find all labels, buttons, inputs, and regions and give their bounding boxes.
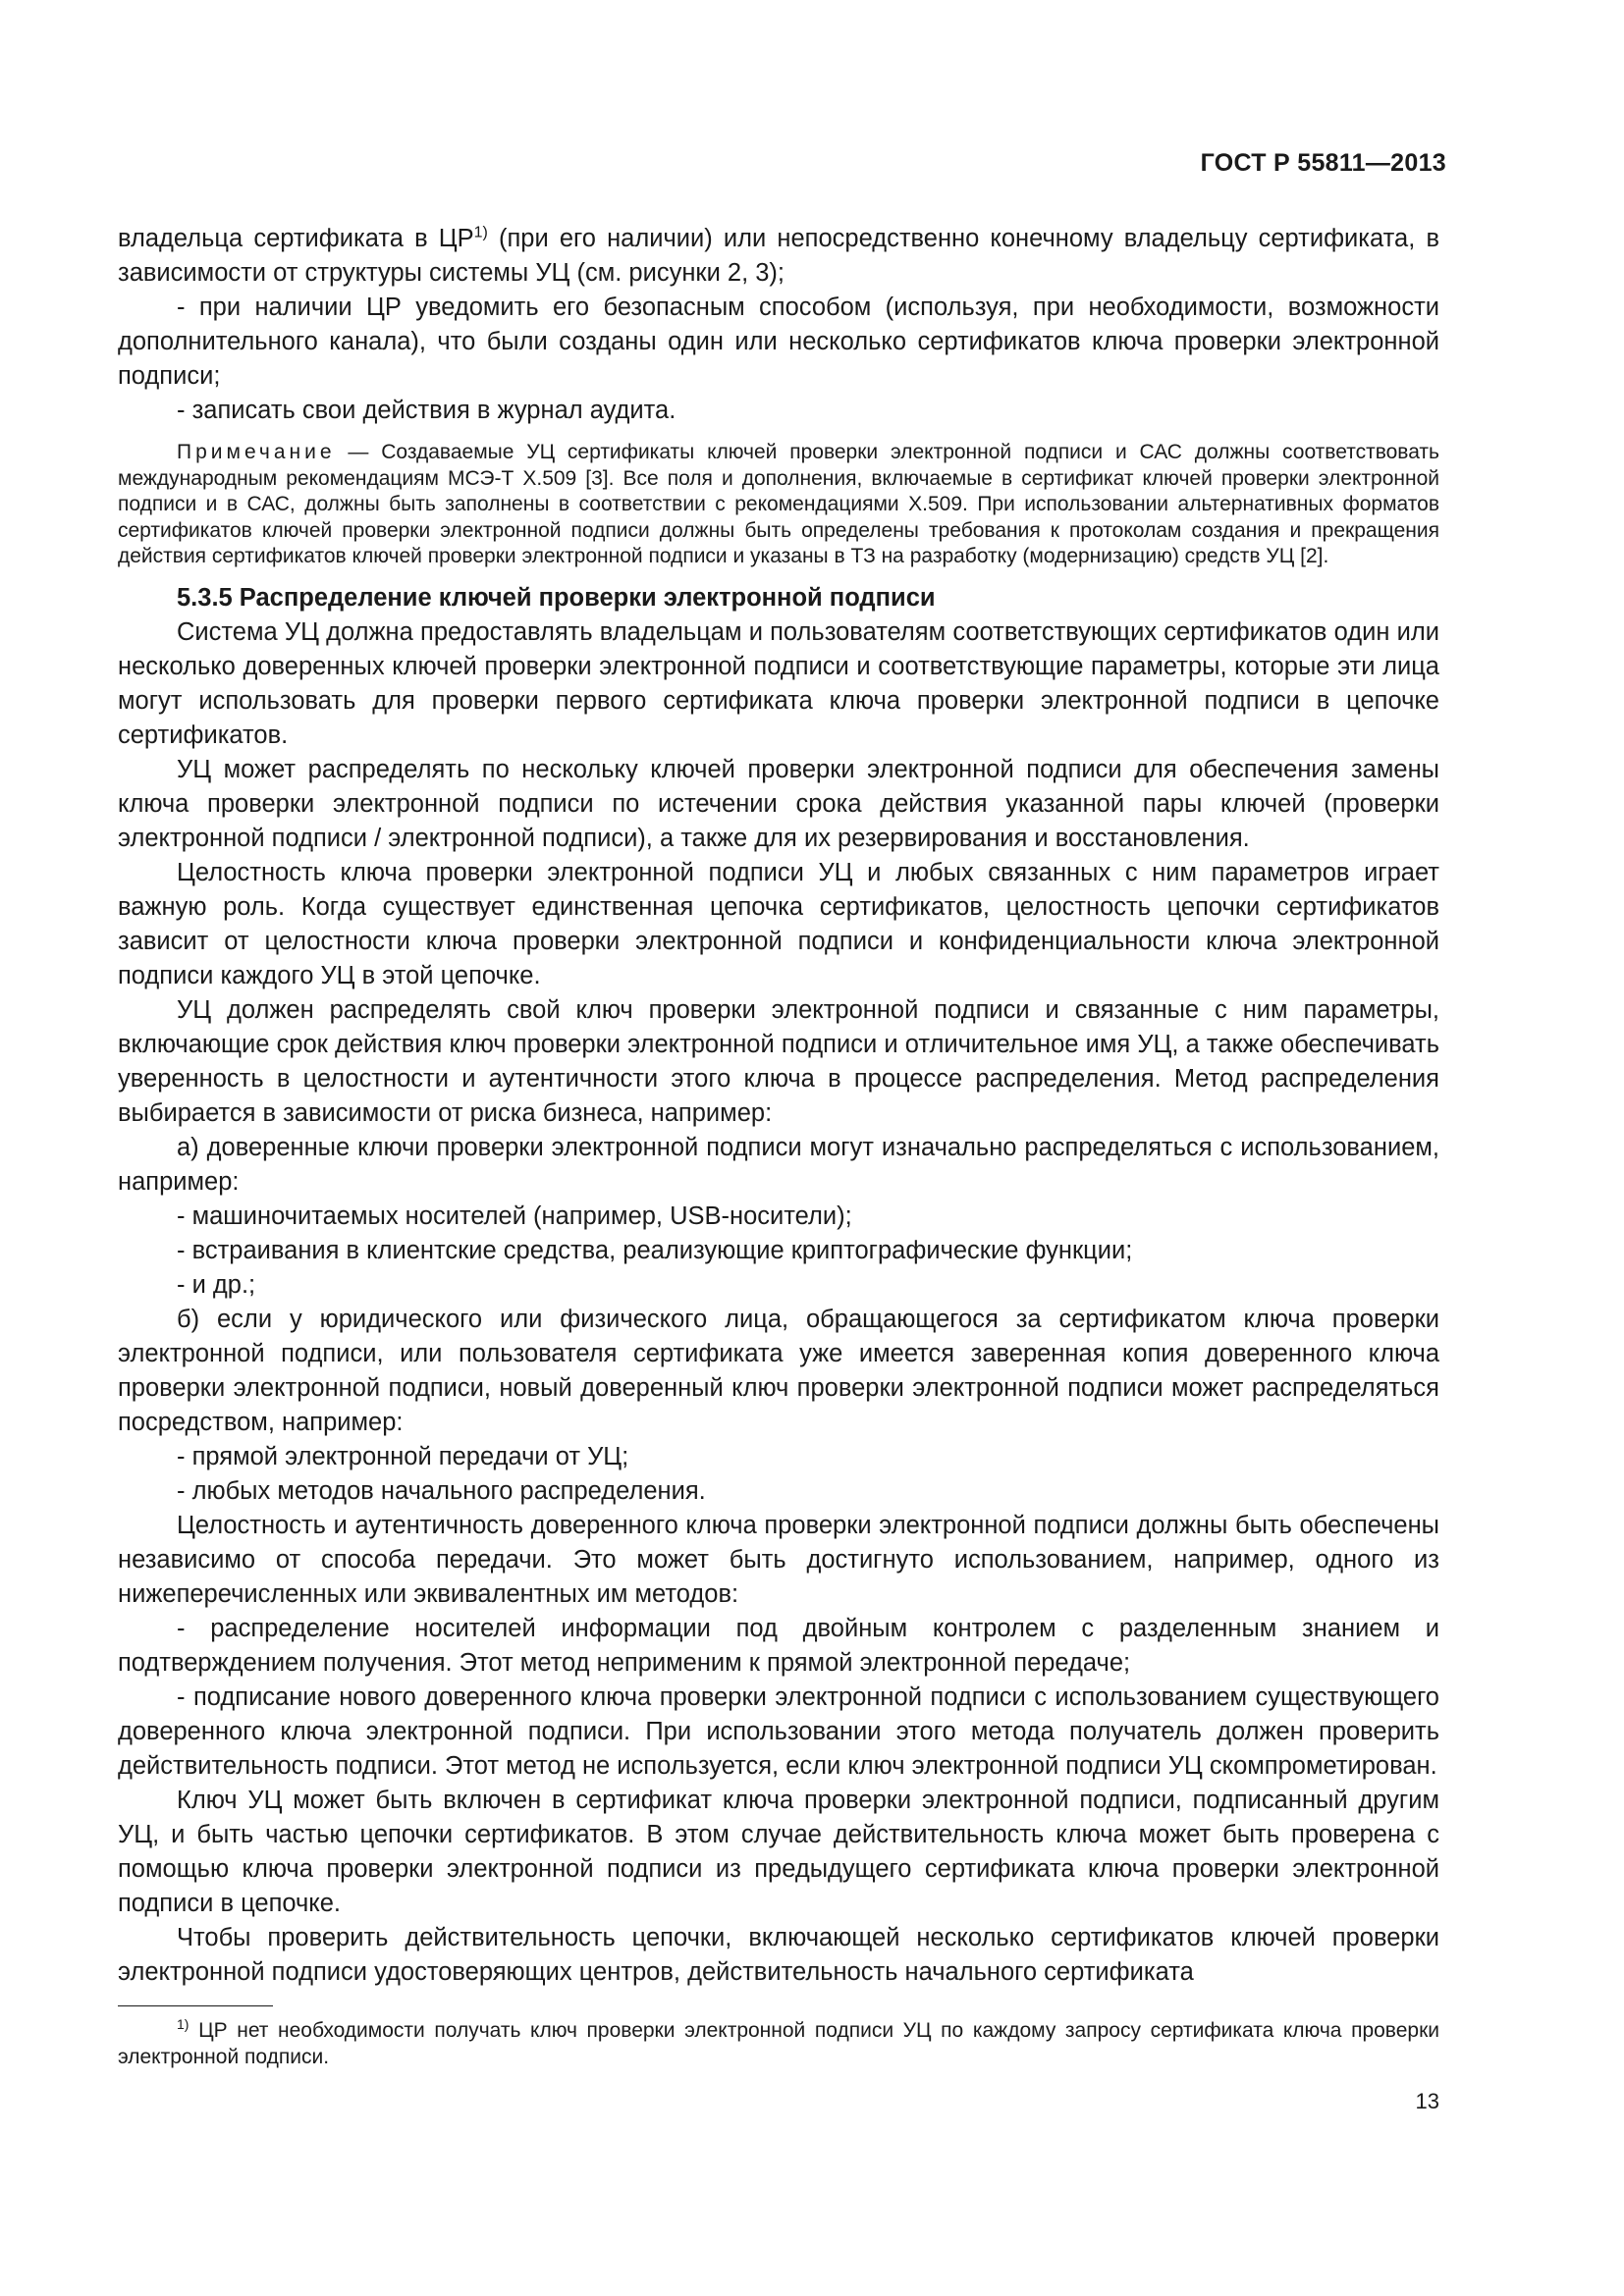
footnote-marker: 1) <box>177 2016 189 2032</box>
list-item: - подписание нового доверенного ключа проверки электронной подписи с использованием существующего доверенного ключа электронной подписи. При использовании этого метода получатель должен проверить действительность подписи. Этот метод не используется, если ключ электронной подписи УЦ скомпрометирован. <box>118 1682 1439 1780</box>
paragraph-text: (при его наличии) или непосредственно конечному владельцу сертификата, в зависимости от структуры системы УЦ (см. рисунки 2, 3); <box>118 225 1439 287</box>
list-item: - прямой электронной передачи от УЦ; <box>177 1442 629 1470</box>
footnote <box>118 2017 1439 2070</box>
list-item: - встраивания в клиентские средства, реализующие криптографические функции; <box>177 1236 1133 1264</box>
list-item: б) если у юридического или физического лица, обращающегося за сертификатом ключа проверки электронной подписи, или пользователя сертификата уже имеется заверенная копия доверенного ключа проверки электронной подписи, новый доверенный ключ проверки электронной подписи может распределяться посредством, например: <box>118 1305 1439 1436</box>
paragraph-continuation <box>118 222 1439 291</box>
note-text: — Создаваемые УЦ сертификаты ключей проверки электронной подписи и САС должны соответствовать международным рекомендациям МСЭ-Т Х.509 [3]. Все поля и дополнения, включаемые в сертификат ключей проверки электронной подписи и в САС, должны быть заполнены в соответствии с рекомендациями Х.509. При использовании альтернативных форматов сертификатов ключей проверки электронной подписи должны быть определены требования к протоколам создания и прекращения действия сертификатов ключей проверки электронной подписи и указаны в ТЗ на разработку (модернизацию) средств УЦ [2]. <box>118 441 1439 567</box>
paragraph: Ключ УЦ может быть включен в сертификат ключа проверки электронной подписи, подписанный другим УЦ, и быть частью цепочки сертификатов. В этом случае действительность ключа может быть проверена с помощью ключа проверки электронной подписи из предыдущего сертификата ключа проверки электронной подписи в цепочке. <box>118 1786 1439 1917</box>
list-item: а) доверенные ключи проверки электронной подписи могут изначально распределяться с использованием, например: <box>118 1133 1439 1196</box>
list-item: - при наличии ЦР уведомить его безопасным способом (используя, при необходимости, возможности дополнительного канала), что были созданы один или несколько сертификатов ключа проверки электронной подписи; <box>118 294 1439 390</box>
paragraph-text: владельца сертификата в ЦР <box>118 225 474 252</box>
footnote-reference: 1) <box>473 224 488 241</box>
note-label: Примечание <box>177 441 336 463</box>
paragraph: Система УЦ должна предоставлять владельцам и пользователям соответствующих сертификатов один или несколько доверенных ключей проверки электронной подписи и соответствующие параметры, которые эти лица могут использовать для проверки первого сертификата ключа проверки электронной подписи в цепочке сертификатов. <box>118 617 1439 749</box>
list-item: - распределение носителей информации под двойным контролем с разделенным знанием и подтверждением получения. Этот метод неприменим к прямой электронной передаче; <box>118 1614 1439 1677</box>
list-item: - любых методов начального распределения. <box>177 1476 706 1505</box>
section-heading: 5.3.5 Распределение ключей проверки электронной подписи <box>177 583 936 612</box>
paragraph: УЦ может распределять по нескольку ключей проверки электронной подписи для обеспечения замены ключа проверки электронной подписи по истечении срока действия указанной пары ключей (проверки электронной подписи / электронной подписи), а также для их резервирования и восстановления. <box>118 755 1439 852</box>
document-body <box>118 222 1439 1990</box>
document-header: ГОСТ Р 55811—2013 <box>1200 149 1446 177</box>
paragraph: Целостность и аутентичность доверенного ключа проверки электронной подписи должны быть обеспечены независимо от способа передачи. Это может быть достигнуто использованием, например, одного из нижеперечисленных или эквивалентных им методов: <box>118 1511 1439 1608</box>
footnote-text: ЦР нет необходимости получать ключ проверки электронной подписи УЦ по каждому запросу сертификата ключа проверки электронной подписи. <box>118 2019 1439 2068</box>
paragraph: Целостность ключа проверки электронной подписи УЦ и любых связанных с ним параметров играет важную роль. Когда существует единственная цепочка сертификатов, целостность цепочки сертификатов зависит от целостности ключа проверки электронной подписи и конфиденциальности ключа электронной подписи каждого УЦ в этой цепочке. <box>118 858 1439 989</box>
note-paragraph <box>118 440 1439 570</box>
paragraph: Чтобы проверить действительность цепочки, включающей несколько сертификатов ключей проверки электронной подписи удостоверяющих центров, действительность начального сертификата <box>118 1923 1439 1986</box>
list-item: - записать свои действия в журнал аудита. <box>177 397 677 424</box>
list-item: - и др.; <box>177 1270 256 1299</box>
list-item: - машиночитаемых носителей (например, USB-носители); <box>177 1201 852 1230</box>
footnote-divider <box>118 2005 273 2006</box>
page-number: 13 <box>1415 2089 1439 2113</box>
paragraph: УЦ должен распределять свой ключ проверки электронной подписи и связанные с ним параметры, включающие срок действия ключ проверки электронной подписи и отличительное имя УЦ, а также обеспечивать уверенность в целостности и аутентичности этого ключа в процессе распределения. Метод распределения выбирается в зависимости от риска бизнеса, например: <box>118 995 1439 1127</box>
